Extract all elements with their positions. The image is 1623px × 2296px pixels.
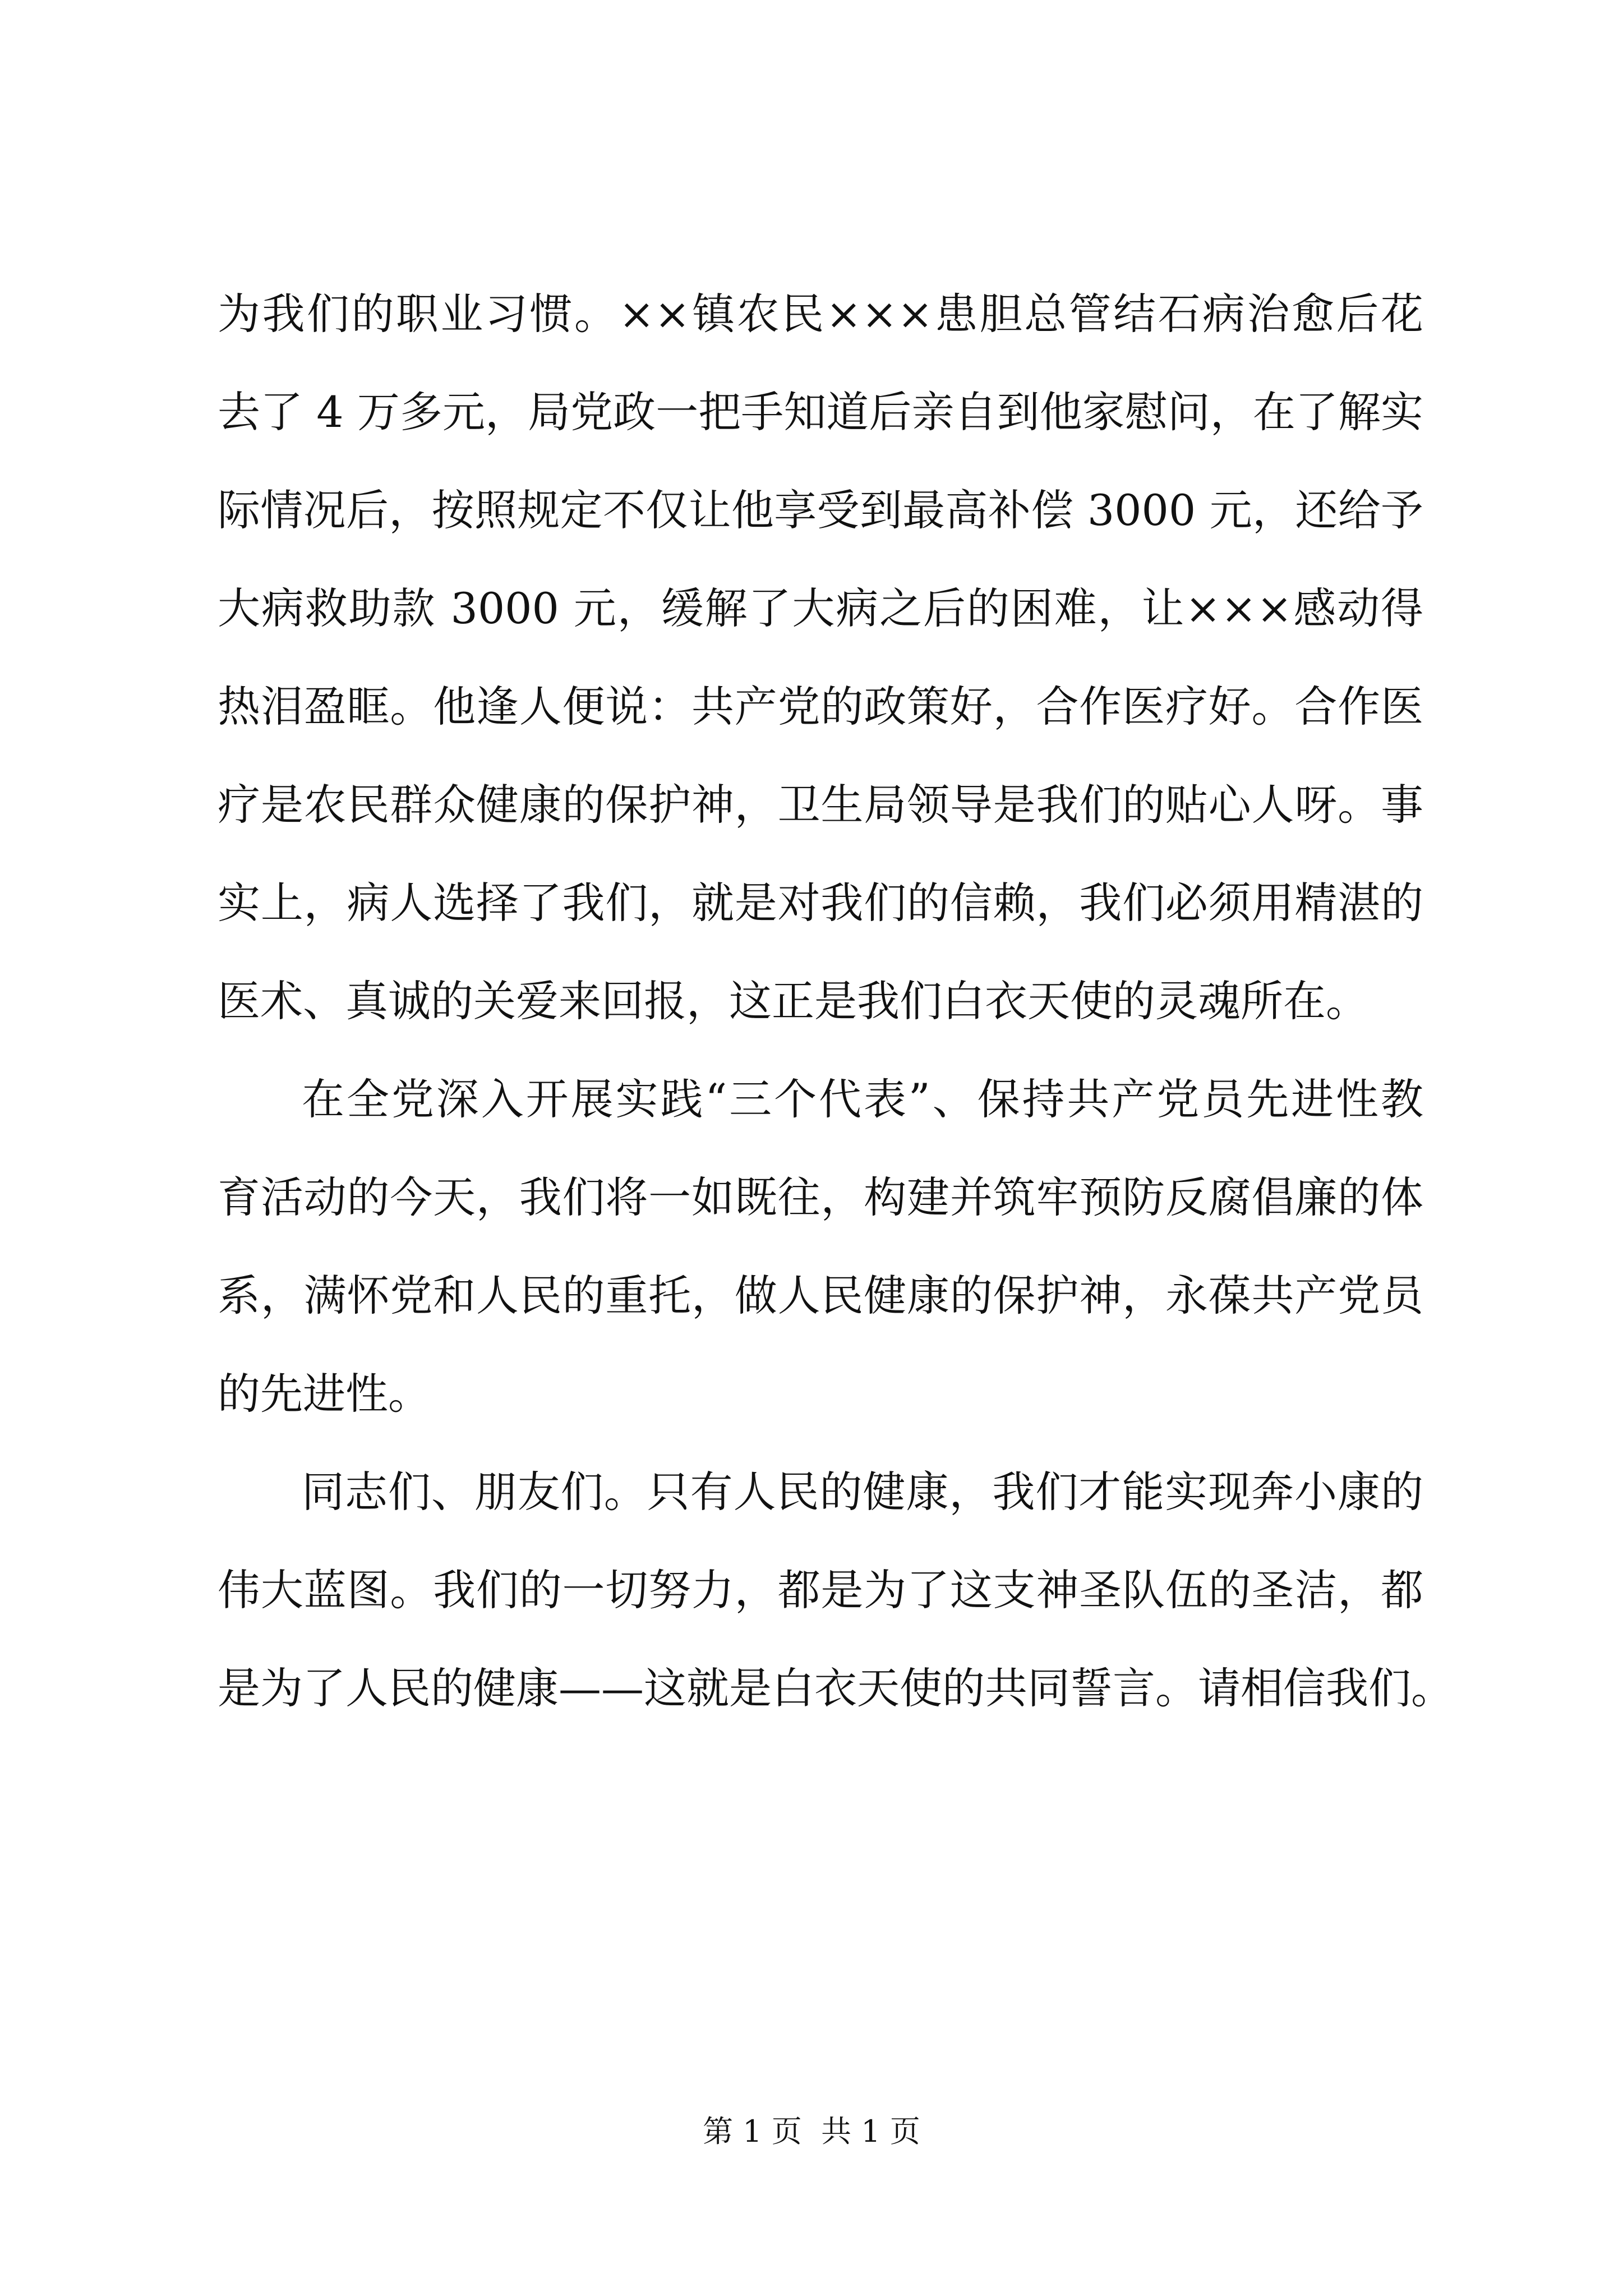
paragraph-line: 际情况后，按照规定不仅让他享受到最高补偿 3000 元，还给予 [218, 485, 1423, 535]
paragraph-line: 系，满怀党和人民的重托，做人民健康的保护神，永葆共产党员 [218, 1271, 1423, 1320]
paragraph-line: 伟大蓝图。我们的一切努力，都是为了这支神圣队伍的圣洁，都 [218, 1565, 1423, 1615]
paragraph-1 [218, 265, 1423, 1050]
paragraph-2 [218, 1050, 1423, 1443]
paragraph-line: 热泪盈眶。他逢人便说：共产党的政策好，合作医疗好。合作医 [218, 682, 1423, 731]
paragraph-line: 同志们、朋友们。只有人民的健康，我们才能实现奔小康的 [302, 1467, 1423, 1517]
paragraph-line: 为我们的职业习惯。××镇农民×××患胆总管结石病治愈后花 [218, 289, 1423, 339]
paragraph-line: 的先进性。 [218, 1369, 431, 1419]
document-body [218, 265, 1454, 1737]
paragraph-line: 实上，病人选择了我们，就是对我们的信赖，我们必须用精湛的 [218, 878, 1423, 928]
paragraph-line: 是为了人民的健康——这就是白衣天使的共同誓言。请相信我们。 [218, 1663, 1454, 1713]
paragraph-line: 育活动的今天，我们将一如既往，构建并筑牢预防反腐倡廉的体 [218, 1172, 1423, 1222]
paragraph-3 [218, 1443, 1454, 1737]
paragraph-line: 大病救助款 3000 元，缓解了大病之后的困难，让×××感动得 [218, 583, 1423, 633]
paragraph-line: 医术、真诚的关爱来回报，这正是我们白衣天使的灵魂所在。 [218, 976, 1368, 1026]
paragraph-line: 疗是农民群众健康的保护神，卫生局领导是我们的贴心人呀。事 [218, 780, 1423, 830]
page-number-footer: 第 1 页 共 1 页 [703, 2114, 920, 2149]
paragraph-line: 去了 4 万多元，局党政一把手知道后亲自到他家慰问，在了解实 [218, 387, 1423, 437]
paragraph-line: 在全党深入开展实践“三个代表”、保持共产党员先进性教 [302, 1074, 1423, 1124]
